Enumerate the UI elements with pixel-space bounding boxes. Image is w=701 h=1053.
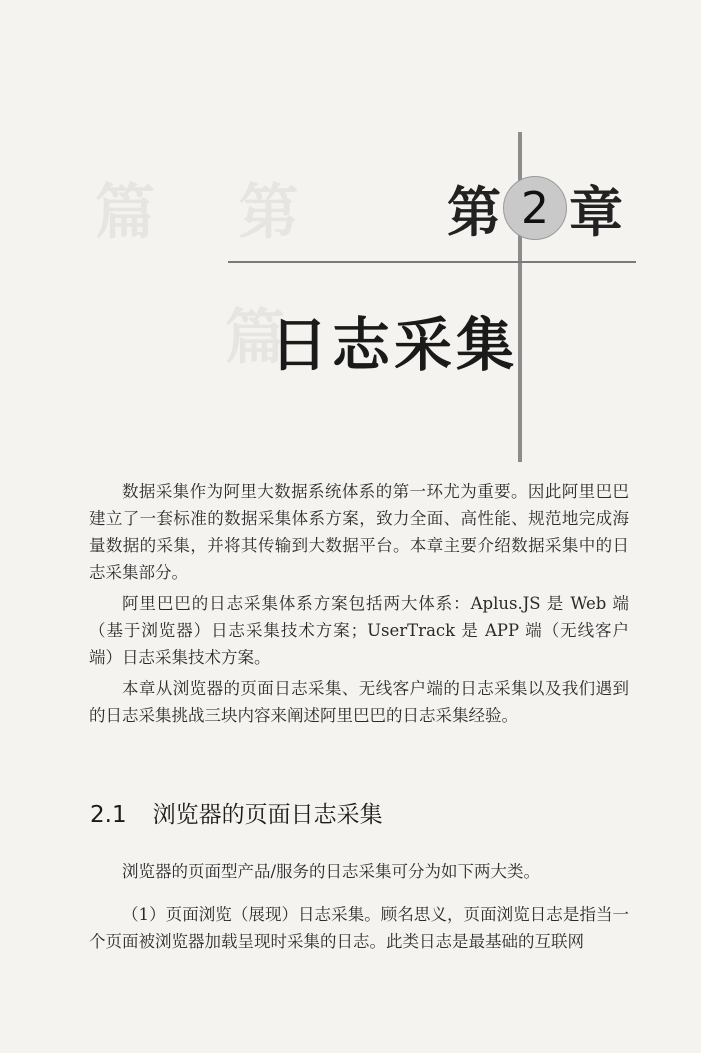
section-number: 2.1	[90, 802, 127, 828]
section-paragraph: （1）页面浏览（展现）日志采集。顾名思义，页面浏览日志是指当一个页面被浏览器加载呈现时采集的日志。此类日志是最基础的互联网	[89, 905, 629, 951]
show-through-background: 篇 第 篇	[95, 178, 299, 373]
chapter-number-circle	[503, 176, 567, 240]
section-paragraph: 浏览器的页面型产品/服务的日志采集可分为如下两大类。	[122, 862, 541, 881]
body-paragraph: 阿里巴巴的日志采集体系方案包括两大体系：Aplus.JS 是 Web 端（基于浏览器）日志采集技术方案；UserTrack 是 APP 端（无线客户端）日志采集技术方案。	[89, 594, 629, 667]
chapter-prefix: 第	[447, 180, 501, 244]
body-paragraph: 本章从浏览器的页面日志采集、无线客户端的日志采集以及我们遇到的日志采集挑战三块内容来阐述阿里巴巴的日志采集经验。	[89, 679, 629, 725]
section-heading	[90, 796, 383, 829]
body-paragraph: 数据采集作为阿里大数据系统体系的第一环尤为重要。因此阿里巴巴建立了一套标准的数据采集体系方案，致力全面、高性能、规范地完成海量数据的采集，并将其传输到大数据平台。本章主要介绍数据采集中的日志采集部分。	[89, 482, 629, 582]
chapter-heading	[447, 173, 623, 243]
chapter-number: 2	[521, 182, 549, 234]
chapter-suffix: 章	[569, 180, 623, 244]
horizontal-rule	[228, 261, 636, 263]
section-title: 浏览器的页面日志采集	[152, 802, 383, 828]
chapter-title: 日志采集	[270, 311, 519, 379]
